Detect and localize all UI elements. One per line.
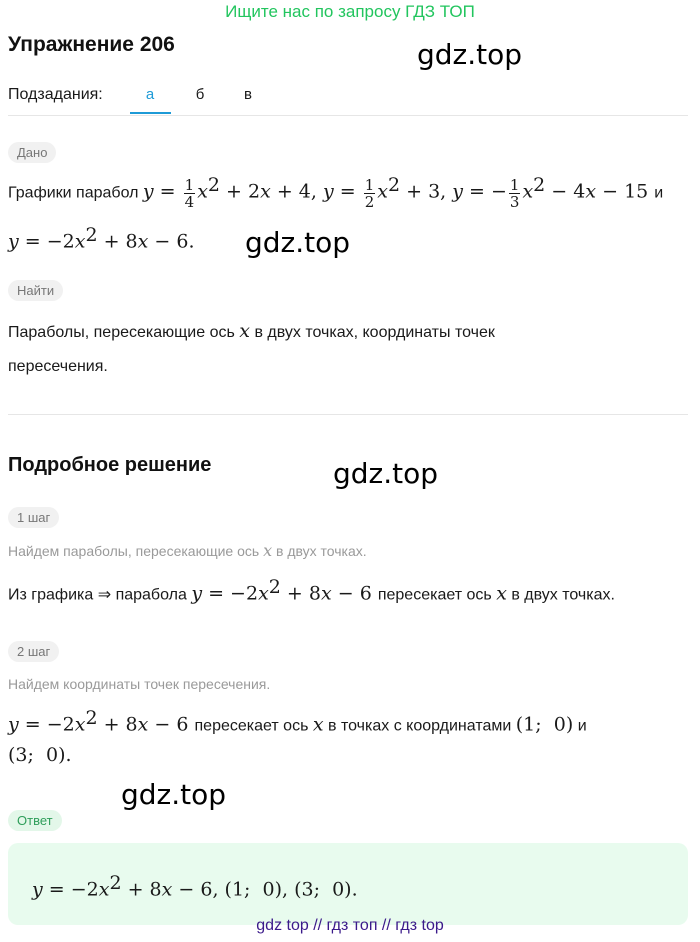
step2-and: и [577,717,587,735]
find-line-1: Параболы, пересекающие ось x в двух точках, координаты точек [8,320,495,342]
step1-text-a: Из графика ⇒ парабола [8,586,187,604]
step1-badge-label: 1 шаг [8,507,59,528]
tab-subtask-b[interactable]: б [195,86,205,103]
step1-text: Из графика ⇒ парабола $y = -2x^2 + 8x - 6$ пересекает ось x в двух точках. [8,576,615,605]
section-divider [8,414,688,415]
subtasks-label: Подзадания: [8,86,103,103]
step2-text-b: в точках с координатами [328,717,512,735]
step2-text-a: пересекает ось [194,717,309,735]
promo-banner[interactable]: Ищите нас по запросу ГДЗ ТОП [225,2,475,21]
footer-links[interactable]: gdz top // гдз топ // гдз top [256,917,444,934]
find-text-b: в двух точках, координаты точек [254,324,495,341]
given-and: и [654,184,664,202]
given-line-2: $y = -2x^2 + 8x - 6$. [8,224,195,253]
tabs-divider [8,115,688,116]
answer-badge [8,810,62,831]
find-line-2: пересечения. [8,358,108,375]
step1-text-b: пересекает ось [377,586,492,604]
watermark: gdz.top [417,38,523,71]
step1-text-c: в двух точках. [511,586,615,604]
find-badge [8,280,63,301]
given-text: Графики парабол [8,184,139,202]
tab-subtask-v[interactable]: в [244,86,252,103]
given-badge [8,142,56,163]
formula: y [142,180,154,203]
find-badge-label: Найти [8,280,63,301]
watermark: gdz.top [245,226,351,259]
step2-badge [8,641,59,662]
step1-hint: Найдем параболы, пересекающие ось x в двух точках. [8,541,367,560]
step2-line-1: $y = -2x^2 + 8x - 6$ пересекает ось x в точках с координатами (1; 0) и [8,707,587,736]
step1-hint-a: Найдем параболы, пересекающие ось [8,543,260,559]
tab-subtask-a[interactable]: а [145,86,155,103]
answer-badge-label: Ответ [8,810,62,831]
watermark: gdz.top [121,778,227,811]
active-tab-indicator [130,112,171,114]
step1-badge [8,507,59,528]
watermark: gdz.top [333,457,439,490]
given-line-1: Графики парабол y = $\frac{1}{4}$ $x^2 + 2x + 4$, y = $\frac{1}{2}$ $x^2 + 3$, y = − $\frac{1}{3}$ $x^2 - 4x - 15$ и [8,174,664,211]
page-title: Упражнение 206 [8,33,175,56]
step2-badge-label: 2 шаг [8,641,59,662]
step2-line-2: (3; 0). [8,744,72,766]
answer-formula: $y = -2x^2 + 8x - 6$, (1; 0), (3; 0). [32,872,358,901]
step1-hint-b: в двух точках. [276,543,367,559]
given-badge-label: Дано [8,142,56,163]
solution-heading: Подробное решение [8,454,212,476]
find-text-a: Параболы, пересекающие ось [8,324,235,341]
step2-hint: Найдем координаты точек пересечения. [8,676,271,692]
